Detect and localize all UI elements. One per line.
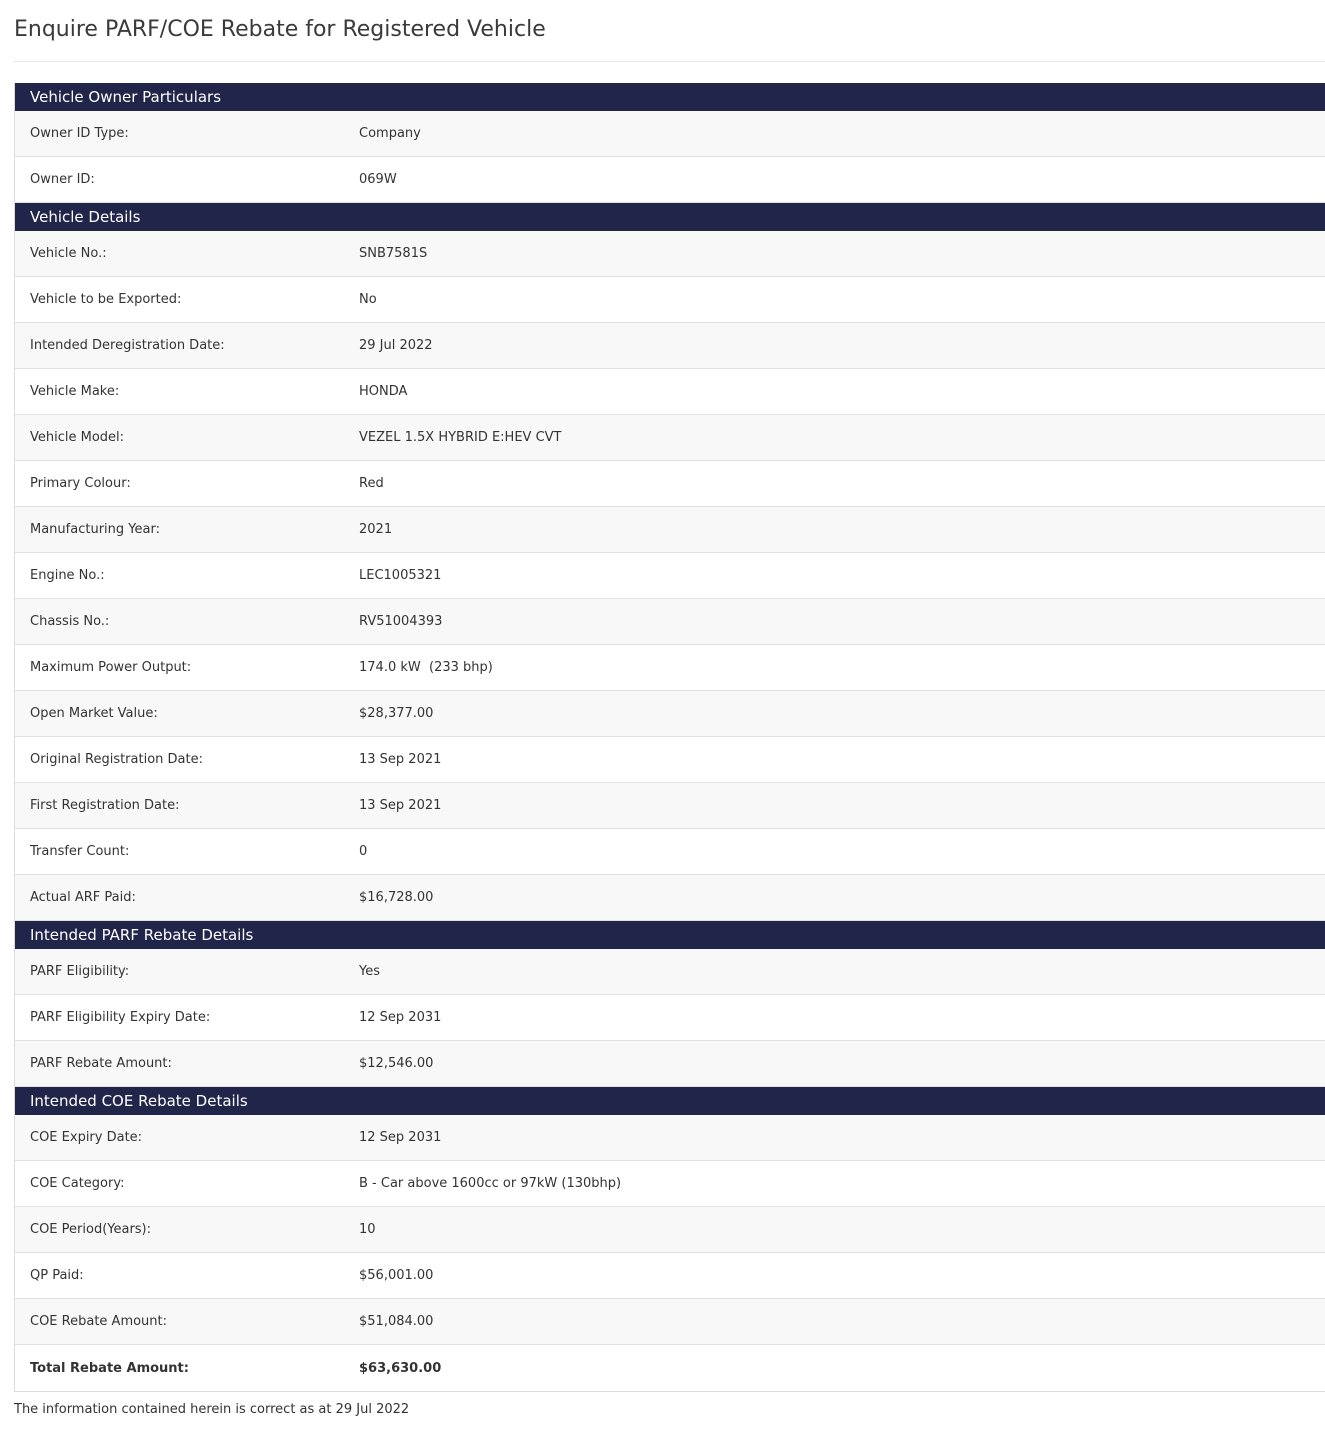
- field-label: PARF Eligibility:: [30, 964, 130, 979]
- detail-row-first-registration-date: [15, 783, 1325, 829]
- detail-row-original-registration-date: [15, 737, 1325, 783]
- detail-row-coe-period-years: [15, 1207, 1325, 1253]
- detail-row-intended-deregistration-date: [15, 323, 1325, 369]
- field-value: $16,728.00: [359, 890, 434, 905]
- detail-row-coe-expiry-date: [15, 1115, 1325, 1161]
- field-label: COE Rebate Amount:: [30, 1314, 168, 1329]
- field-value: VEZEL 1.5X HYBRID E:HEV CVT: [359, 430, 562, 445]
- detail-row-maximum-power-output: [15, 645, 1325, 691]
- field-value: Company: [359, 126, 421, 141]
- field-value: 13 Sep 2021: [359, 798, 442, 813]
- detail-row-parf-eligibility: [15, 949, 1325, 995]
- field-label: Manufacturing Year:: [30, 522, 160, 537]
- detail-row-vehicle-model: [15, 415, 1325, 461]
- detail-row-parf-rebate-amount: [15, 1041, 1325, 1087]
- field-value: $56,001.00: [359, 1268, 434, 1283]
- field-value: HONDA: [359, 384, 408, 399]
- field-value: LEC1005321: [359, 568, 442, 583]
- field-value: 12 Sep 2031: [359, 1010, 442, 1025]
- detail-row-vehicle-no: [15, 231, 1325, 277]
- field-label: Vehicle No.:: [30, 246, 107, 261]
- field-label: First Registration Date:: [30, 798, 180, 813]
- field-value: Yes: [359, 964, 380, 979]
- field-label: PARF Eligibility Expiry Date:: [30, 1010, 211, 1025]
- rebate-details-panel: [14, 83, 1325, 1392]
- field-label: Total Rebate Amount:: [30, 1360, 189, 1376]
- field-value: 12 Sep 2031: [359, 1130, 442, 1145]
- field-value: $12,546.00: [359, 1056, 434, 1071]
- detail-row-vehicle-to-be-exported: [15, 277, 1325, 323]
- field-label: QP Paid:: [30, 1268, 84, 1283]
- field-label: Owner ID Type:: [30, 126, 129, 141]
- field-label: Vehicle Model:: [30, 430, 125, 445]
- title-divider: [14, 61, 1325, 62]
- field-value: SNB7581S: [359, 246, 428, 261]
- field-label: COE Expiry Date:: [30, 1130, 143, 1145]
- field-label: Vehicle Make:: [30, 384, 120, 399]
- field-label: Maximum Power Output:: [30, 660, 192, 675]
- detail-row-engine-no: [15, 553, 1325, 599]
- detail-row-manufacturing-year: [15, 507, 1325, 553]
- field-value: 0: [359, 844, 368, 859]
- detail-row-parf-eligibility-expiry-date: [15, 995, 1325, 1041]
- field-label: Vehicle to be Exported:: [30, 292, 182, 307]
- section-header-coe-rebate-details: Intended COE Rebate Details: [15, 1087, 1325, 1115]
- field-value: RV51004393: [359, 614, 443, 629]
- detail-row-actual-arf-paid: [15, 875, 1325, 921]
- detail-row-coe-category: [15, 1161, 1325, 1207]
- field-label: Engine No.:: [30, 568, 105, 583]
- detail-row-owner-id: [15, 157, 1325, 203]
- section-header-owner-particulars: Vehicle Owner Particulars: [15, 83, 1325, 111]
- section-header-vehicle-details: Vehicle Details: [15, 203, 1325, 231]
- field-value: Red: [359, 476, 384, 491]
- detail-row-transfer-count: [15, 829, 1325, 875]
- field-value: 13 Sep 2021: [359, 752, 442, 767]
- detail-row-owner-id-type: [15, 111, 1325, 157]
- data-accuracy-note: The information contained herein is correct as at 29 Jul 2022: [14, 1402, 410, 1417]
- field-value: 174.0 kW (233 bhp): [359, 660, 493, 675]
- detail-row-open-market-value: [15, 691, 1325, 737]
- detail-row-coe-rebate-amount: [15, 1299, 1325, 1345]
- field-value: $51,084.00: [359, 1314, 434, 1329]
- field-label: Original Registration Date:: [30, 752, 203, 767]
- field-label: PARF Rebate Amount:: [30, 1056, 172, 1071]
- detail-row-vehicle-make: [15, 369, 1325, 415]
- field-label: Transfer Count:: [30, 844, 130, 859]
- field-value: 2021: [359, 522, 393, 537]
- page-title: Enquire PARF/COE Rebate for Registered Vehicle: [14, 17, 546, 42]
- detail-row-total-rebate-amount: [15, 1345, 1325, 1391]
- field-label: Open Market Value:: [30, 706, 158, 721]
- field-label: COE Period(Years):: [30, 1222, 152, 1237]
- field-label: COE Category:: [30, 1176, 125, 1191]
- total-rebate-value: $63,630.00: [359, 1360, 442, 1376]
- field-label: Primary Colour:: [30, 476, 131, 491]
- field-value: 069W: [359, 172, 397, 187]
- detail-row-qp-paid: [15, 1253, 1325, 1299]
- field-value: 10: [359, 1222, 376, 1237]
- field-label: Owner ID:: [30, 172, 95, 187]
- field-label: Intended Deregistration Date:: [30, 338, 225, 353]
- field-value: No: [359, 292, 377, 307]
- field-label: Actual ARF Paid:: [30, 890, 136, 905]
- field-value: B - Car above 1600cc or 97kW (130bhp): [359, 1176, 622, 1191]
- field-label: Chassis No.:: [30, 614, 110, 629]
- field-value: 29 Jul 2022: [359, 338, 433, 353]
- detail-row-primary-colour: [15, 461, 1325, 507]
- section-header-parf-rebate-details: Intended PARF Rebate Details: [15, 921, 1325, 949]
- detail-row-chassis-no: [15, 599, 1325, 645]
- field-value: $28,377.00: [359, 706, 434, 721]
